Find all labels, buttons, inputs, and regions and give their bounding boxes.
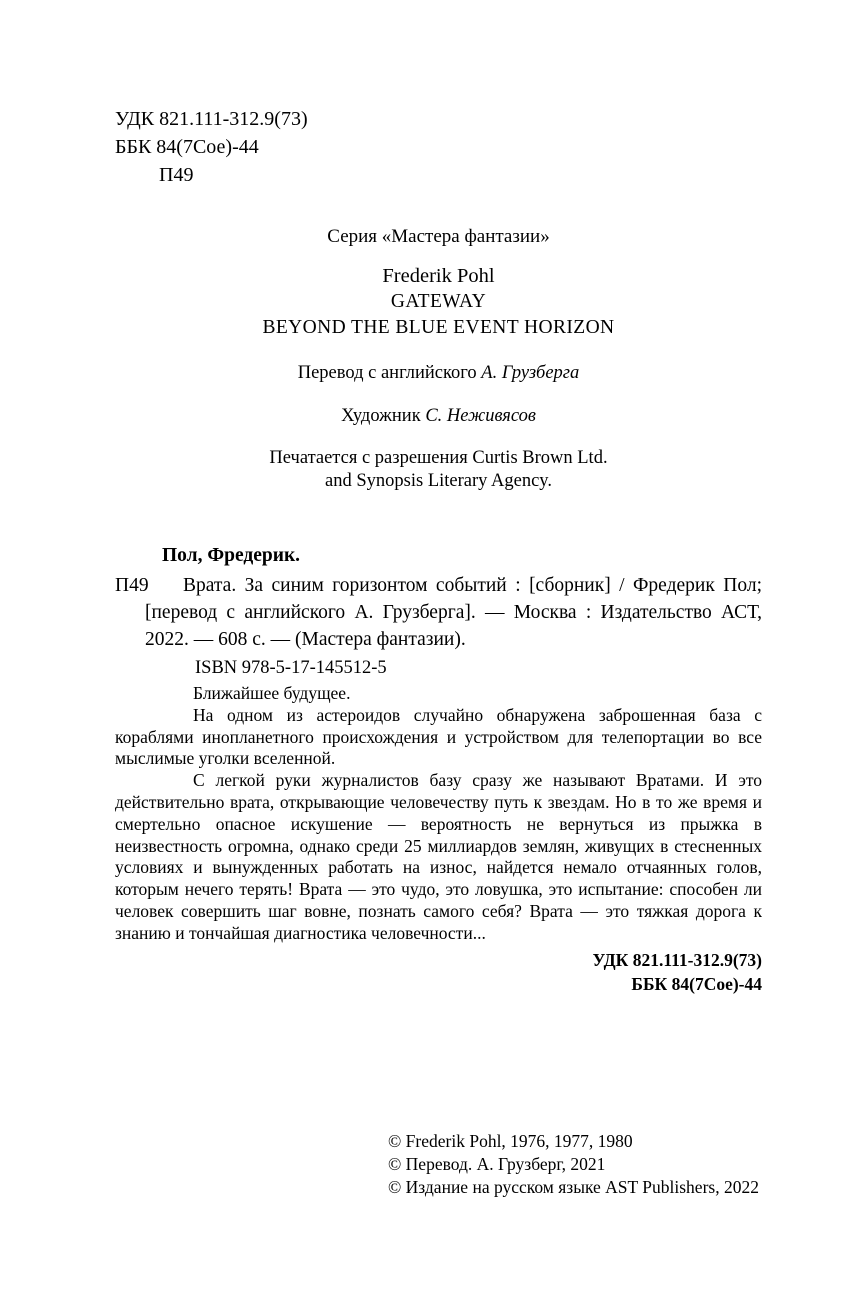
annotation-paragraph-3: С легкой руки журналистов базу сразу же называют Вратами. И это действительно врата, открывающие человечеству путь к звездам. Но в то же время и смертельно опасное искушение — вероятность не вернуться из прыжка в неизвестность огромна, однако среди 25 миллиардов землян, живущих в стесненных условиях и вынужденных работать на износ, найдется немало отчаянных голов, которым нечего терять! Врата — это чудо, это ловушка, это испытание: способен ли человек совершить шаг вовне, познать самого себя? Врата — это тяжкая дорога к знанию и тончайшая диагностика человечности...	[115, 770, 762, 943]
catalog-author-heading: Пол, Фредерик.	[162, 545, 301, 566]
author-sign-code: П49	[159, 164, 194, 186]
translation-credit-prefix: Перевод с английского	[297, 363, 482, 383]
original-author-name: Frederik Pohl	[382, 265, 495, 287]
annotation-block	[115, 683, 762, 945]
catalog-description: Врата. За синим горизонтом событий : [сборник] / Фредерик Пол; [перевод с английского А. Грузберга]. — Москва : Издательство АСТ, 2022. — 608 с. — (Мастера фантазии).	[145, 575, 762, 650]
translation-credit	[115, 361, 762, 385]
copyright-block	[388, 1130, 762, 1199]
series-title: Серия «Мастера фантазии»	[327, 226, 550, 247]
isbn-line: ISBN 978-5-17-145512-5	[195, 658, 387, 678]
bbk-line-bottom: ББК 84(7Сое)-44	[631, 973, 762, 994]
udk-line-top: УДК 821.111-312.9(73)	[115, 108, 308, 130]
original-title-line1: GATEWAY	[390, 291, 487, 312]
artist-credit-prefix: Художник	[341, 406, 426, 426]
artist-credit	[115, 404, 762, 428]
annotation-paragraph-1: Ближайшее будущее.	[193, 683, 351, 703]
copyright-line-translation: © Перевод. А. Грузберг, 2021	[388, 1153, 606, 1174]
artist-name: С. Неживясов	[425, 406, 536, 426]
catalog-entry	[115, 572, 762, 653]
copyright-line-edition: © Издание на русском языке AST Publishers, 2022	[388, 1176, 759, 1197]
original-title-line2: BEYOND THE BLUE EVENT HORIZON	[262, 317, 615, 338]
permission-notice	[115, 447, 762, 493]
permission-line-2: and Synopsis Literary Agency.	[325, 471, 552, 491]
classification-block	[115, 105, 762, 189]
annotation-paragraph-2: На одном из астероидов случайно обнаружена заброшенная база с кораблями инопланетного происхождения и устройством для телепортации во все мыслимые уголки вселенной.	[115, 704, 762, 769]
bbk-line-top: ББК 84(7Сое)-44	[115, 136, 259, 158]
copyright-line-author: © Frederik Pohl, 1976, 1977, 1980	[388, 1130, 633, 1151]
classification-block-bottom	[115, 948, 762, 996]
permission-line-1: Печатается с разрешения Curtis Brown Ltd.	[269, 448, 608, 468]
translator-name: А. Грузберга	[481, 363, 580, 383]
udk-line-bottom: УДК 821.111-312.9(73)	[592, 949, 762, 970]
catalog-code: П49	[115, 575, 149, 596]
